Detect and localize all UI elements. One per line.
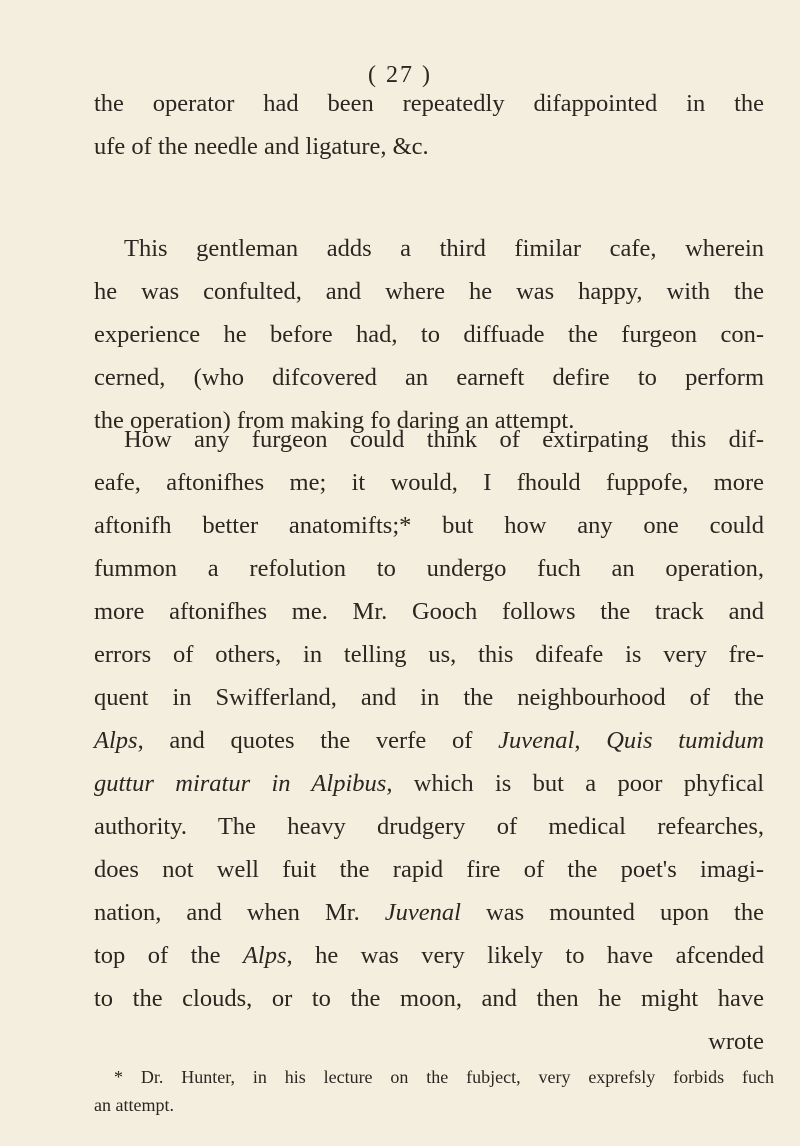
- text-line: How any furgeon could think of extirpating this dif-: [124, 426, 764, 453]
- text-line: This gentleman adds a third fimilar cafe, wherein: [124, 235, 764, 262]
- paragraph-3: [94, 418, 764, 1063]
- text-line: fummon a refolution to undergo fuch an operation,: [94, 555, 764, 582]
- text-line: cerned, (who difcovered an earneft defire to perform: [94, 364, 764, 391]
- text-line: ufe of the needle and ligature, &c.: [94, 133, 429, 160]
- text-line: eafe, aftonifhes me; it would, I fhould fuppofe, more: [94, 469, 764, 496]
- text-line: errors of others, in telling us, this difeafe is very fre-: [94, 641, 764, 668]
- text-line: top of the Alps, he was very likely to have afcended: [94, 942, 764, 969]
- footnote: [94, 1063, 774, 1119]
- page-number: ( 27 ): [368, 62, 432, 88]
- text-line: Alps, and quotes the verfe of Juvenal, Quis tumidum: [94, 727, 765, 754]
- text-line: to the clouds, or to the moon, and then he might have: [94, 985, 764, 1012]
- text-line: experience he before had, to diffuade the furgeon con-: [94, 321, 764, 348]
- text-line: more aftonifhes me. Mr. Gooch follows the track and: [94, 598, 764, 625]
- text-line: authority. The heavy drudgery of medical refearches,: [94, 813, 764, 840]
- text-line: does not well fuit the rapid fire of the poet's imagi-: [94, 856, 764, 883]
- paragraph-2: [94, 227, 764, 442]
- paragraph-1: [94, 82, 764, 168]
- footnote-line: an attempt.: [94, 1095, 174, 1115]
- text-line: guttur miratur in Alpibus, which is but a poor phyfical: [94, 770, 765, 797]
- text-line: aftonifh better anatomifts;* but how any one could: [94, 512, 764, 539]
- footnote-line: * Dr. Hunter, in his lecture on the fubject, very exprefsly forbids fuch: [114, 1067, 774, 1087]
- text-line: nation, and when Mr. Juvenal was mounted upon the: [94, 899, 764, 926]
- text-line: he was confulted, and where he was happy, with the: [94, 278, 764, 305]
- text-line: the operator had been repeatedly difappointed in the: [94, 90, 764, 117]
- text-line: the operation) from making fo daring an attempt.: [94, 407, 575, 434]
- catchword: wrote: [708, 1028, 764, 1055]
- text-line: quent in Swifferland, and in the neighbourhood of the: [94, 684, 764, 711]
